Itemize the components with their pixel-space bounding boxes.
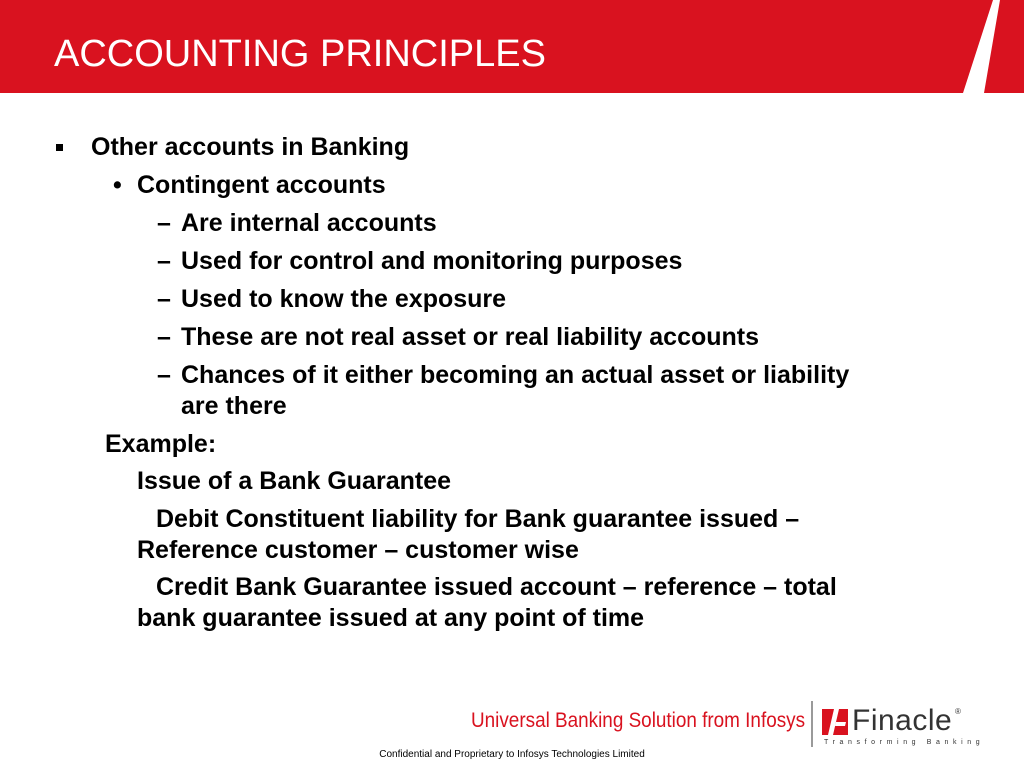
dash-bullet-icon: – [157, 361, 171, 389]
bullet-level3: Are internal accounts [181, 209, 437, 237]
dash-bullet-icon: – [157, 209, 171, 237]
example-credit-line1: Credit Bank Guarantee issued account – reference – total [156, 573, 837, 601]
dash-bullet-icon: – [157, 323, 171, 351]
slide-title: ACCOUNTING PRINCIPLES [54, 33, 546, 75]
dot-bullet-icon: • [113, 171, 122, 199]
example-debit-line1: Debit Constituent liability for Bank guarantee issued – [156, 505, 800, 533]
example-heading: Example: [105, 430, 217, 458]
finacle-logo-name: Finacle [852, 704, 953, 737]
example-debit-line2: Reference customer – customer wise [137, 536, 579, 564]
example-credit-line2: bank guarantee issued at any point of time [137, 604, 645, 632]
bullet-level3-continuation: are there [181, 392, 287, 420]
example-item: Issue of a Bank Guarantee [137, 467, 452, 495]
finacle-logo [822, 704, 985, 750]
bullet-level3: Used for control and monitoring purposes [181, 247, 683, 275]
bullet-level3: Chances of it either becoming an actual asset or liability [181, 361, 850, 389]
square-bullet-icon [56, 144, 63, 151]
finacle-logo-tagline: Transforming Banking [824, 739, 985, 746]
finacle-mark-icon [822, 708, 848, 736]
footer-divider [811, 701, 813, 747]
bullet-level3: Used to know the exposure [181, 285, 507, 313]
footer-brand-text: Universal Banking Solution from Infosys [471, 709, 806, 732]
bullet-level2: Contingent accounts [137, 171, 386, 199]
bullet-level1: Other accounts in Banking [91, 133, 410, 161]
confidential-notice: Confidential and Proprietary to Infosys Technologies Limited [379, 749, 645, 760]
finacle-logo-registered: ® [955, 707, 961, 716]
dash-bullet-icon: – [157, 285, 171, 313]
bullet-level3: These are not real asset or real liability accounts [181, 323, 760, 351]
dash-bullet-icon: – [157, 247, 171, 275]
